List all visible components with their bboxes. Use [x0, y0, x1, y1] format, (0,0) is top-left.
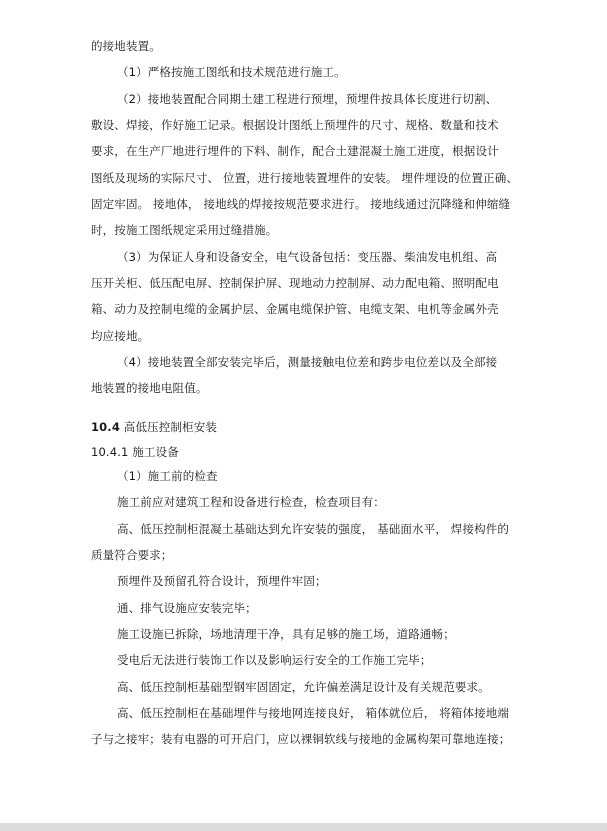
text-line: 高、低压控制柜基础型钢牢固固定，允许偏差满足设计及有关规范要求。 — [117, 680, 490, 694]
text-line: 时，按施工图纸规定采用过缝措施。 — [91, 223, 278, 237]
subsection-title — [91, 444, 179, 460]
section-number: 10.4 — [91, 420, 120, 434]
text-line: （4）接地装置全部安装完毕后，测量接触电位差和跨步电位差以及全部接 — [117, 355, 498, 369]
subsection-number: 10.4.1 — [91, 445, 129, 459]
text-line: 均应接地。 — [91, 329, 150, 343]
text-line: （1）施工前的检查 — [117, 469, 218, 483]
text-line: 通、排气设施应安装完毕； — [117, 601, 257, 615]
text-line: 敷设、焊接，作好施工记录。根据设计图纸上预埋件的尺寸、规格、数量和技术 — [91, 118, 499, 132]
text-line: 施工前应对建筑工程和设备进行检查，检查项目有： — [117, 495, 385, 509]
text-line: 图纸及现场的实际尺寸、 位置，进行接地装置埋件的安装。 埋件埋设的位置正确、 — [91, 171, 519, 185]
text-line: 施工设施已拆除，场地清理干净，具有足够的施工场，道路通畅； — [117, 627, 455, 641]
viewer-bottom-bar — [0, 823, 607, 831]
text-line: 压开关柜、低压配电屏、控制保护屏、现地动力控制屏、动力配电箱、照明配电 — [91, 276, 499, 290]
text-line: （3）为保证人身和设备安全，电气设备包括：变压器、柴油发电机组、高 — [117, 250, 498, 264]
text-line: 固定牢固。 接地体， 接地线的焊接按规范要求进行。 接地线通过沉降缝和伸缩缝 — [91, 197, 511, 211]
text-line: 受电后无法进行装饰工作以及影响运行安全的工作施工完毕； — [117, 653, 432, 667]
text-line: 高、低压控制柜混凝土基础达到允许安装的强度， 基础面水平， 焊接构件的 — [117, 522, 510, 536]
text-line: 高、低压控制柜在基础埋件与接地网连接良好， 箱体就位后， 将箱体接地端 — [117, 706, 510, 720]
text-line: 要求，在生产厂地进行埋件的下料、制作，配合土建混凝土施工进度，根据设计 — [91, 144, 499, 158]
text-line: 质量符合要求； — [91, 548, 173, 562]
subsection-title-text: 施工设备 — [128, 445, 179, 459]
text-line: 地装置的接地电阻值。 — [91, 381, 208, 395]
text-line: 的接地装置。 — [91, 39, 161, 53]
text-line: 箱、动力及控制电缆的金属护层、金属电缆保护管、电缆支架、电机等金属外壳 — [91, 302, 499, 316]
text-line: 预埋件及预留孔符合设计，预埋件牢固； — [117, 574, 327, 588]
section-title — [91, 419, 217, 435]
section-title-text: 高低压控制柜安装 — [119, 420, 217, 434]
text-line: （1）严格按施工图纸和技术规范进行施工。 — [117, 65, 346, 79]
text-line: （2）接地装置配合同期土建工程进行预埋，预埋件按具体长度进行切割、 — [117, 92, 498, 106]
text-line: 子与之接牢；装有电器的可开启门，应以裸铜软线与接地的金属构架可靠地连接； — [91, 732, 511, 746]
